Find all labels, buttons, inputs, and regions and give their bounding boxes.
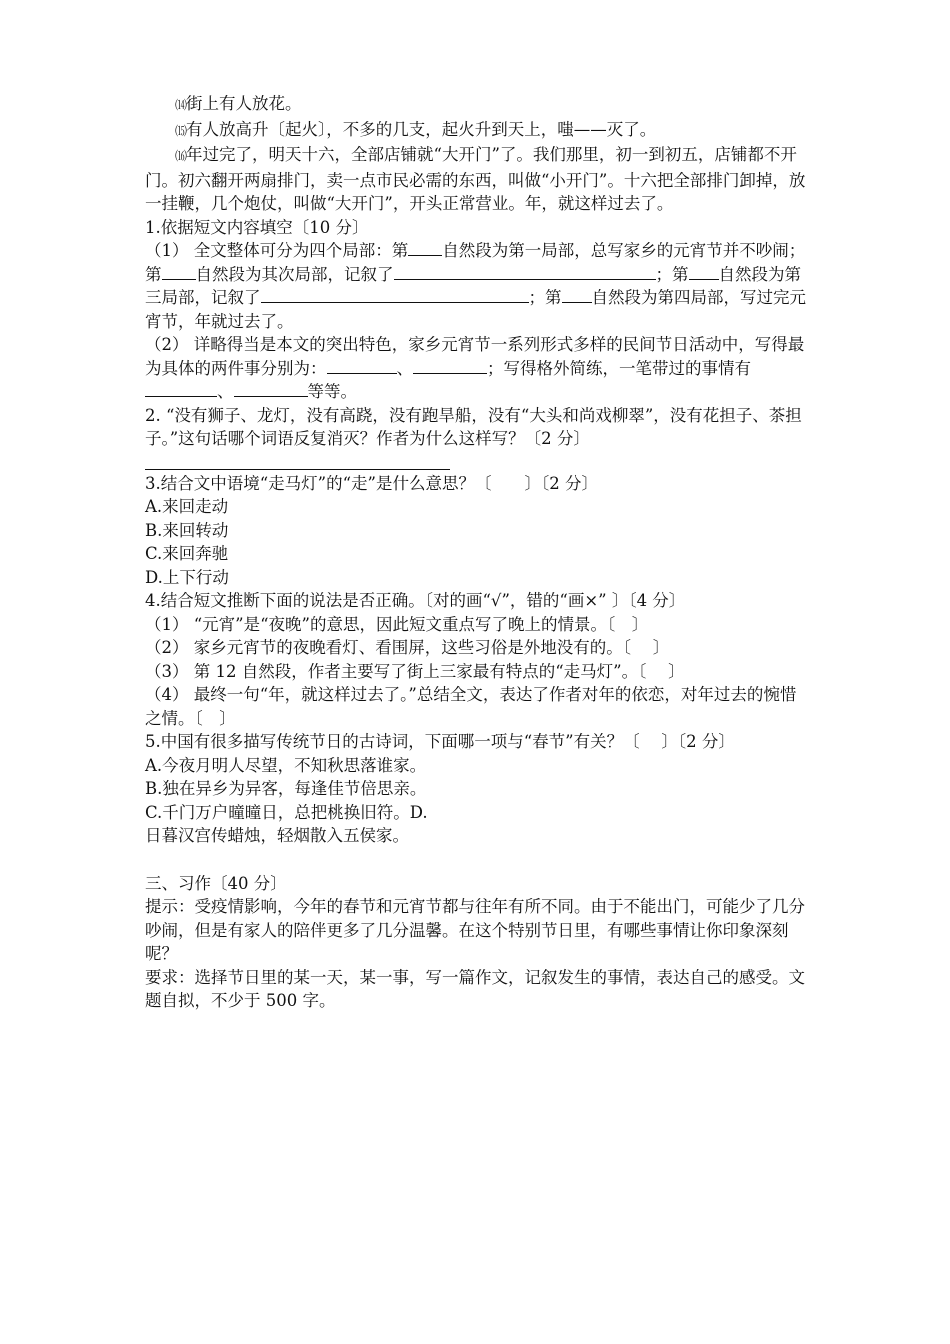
answer-line[interactable] bbox=[145, 451, 450, 470]
q1-part2: （2） 详略得当是本文的突出特色，家乡元宵节一系列形式多样的民间节日活动中，写得最为具体的两件事分别为： 、 ；写得格外简练，一笔带过的事情有、 等等。 bbox=[145, 335, 805, 401]
paragraph-number: ⒂ bbox=[175, 123, 187, 138]
q3-option-d: D.上下行动 bbox=[145, 567, 229, 587]
blank-field[interactable] bbox=[162, 263, 196, 280]
paragraph-14 bbox=[145, 92, 810, 118]
blank-field[interactable] bbox=[413, 357, 487, 374]
q4-item-4: （4） 最终一句“年，就这样过去了。”总结全文，表达了作者对年的依恋，对年过去的惋惜之情。〔 〕 bbox=[145, 685, 797, 728]
q3-option-c: C.来回奔驰 bbox=[145, 544, 229, 563]
q4-item-3: （3） 第 12 自然段，作者主要写了街上三家最有特点的“走马灯”。〔 〕 bbox=[145, 661, 685, 681]
q1-title: 1.依据短文内容填空〔10 分〕 bbox=[145, 217, 369, 237]
q5-option-d: 日暮汉宫传蜡烛，轻烟散入五侯家。 bbox=[145, 826, 409, 845]
q1-part1: （1） 全文整体可分为四个局部：第 自然段为第一局部，总写家乡的元宵节并不吵闹；第 自然段为其次局部，记叙了 ；第 自然段为第三局部，记叙了 ；第 自然段为第四局部，写过完元宵节，年就过去了。 bbox=[145, 241, 806, 331]
q5-option-b: B.独在异乡为异客，每逢佳节倍思亲。 bbox=[145, 779, 427, 798]
paragraph-number: ⒁ bbox=[175, 98, 187, 112]
blank-field[interactable] bbox=[145, 380, 217, 397]
paragraph-text: 有人放高升〔起火〕，不多的几支，起火升到天上，嗤——灭了。 bbox=[186, 119, 657, 139]
section3-title: 三、习作〔40 分〕 bbox=[145, 873, 287, 893]
blank-field[interactable] bbox=[394, 263, 656, 280]
section3-hint: 提示：受疫情影响，今年的春节和元宵节都与往年有所不同。由于不能出门，可能少了几分吵闹，但是有家人的陪伴更多了几分温馨。在这个特别节日里，有哪些事情让你印象深刻呢？ bbox=[145, 897, 805, 963]
blank-field[interactable] bbox=[689, 263, 719, 280]
q2-text: 2. “没有狮子、龙灯，没有高跷，没有跑旱船，没有“大头和尚戏柳翠”，没有花担子、茶担子。”这句话哪个词语反复消灭？作者为什么这样写？〔2 分〕 bbox=[145, 405, 802, 448]
q3-title: 3.结合文中语境“走马灯”的“走”是什么意思？〔 〕〔2 分〕 bbox=[145, 473, 598, 493]
paragraph-text: 街上有人放花。 bbox=[186, 94, 302, 113]
q5-option-a: A.今夜月明人尽望，不知秋思落谁家。 bbox=[145, 755, 427, 775]
q4-item-1: （1） “元宵”是“夜晚”的意思，因此短文重点写了晚上的情景。〔 〕 bbox=[145, 614, 649, 634]
blank-field[interactable] bbox=[562, 286, 592, 303]
paragraph-16 bbox=[145, 143, 810, 216]
blank-field[interactable] bbox=[261, 286, 529, 303]
q3-option-b: B.来回转动 bbox=[145, 520, 229, 540]
paragraph-15 bbox=[145, 118, 810, 144]
section-gap bbox=[145, 848, 810, 872]
q3-option-a: A.来回走动 bbox=[145, 497, 229, 516]
paragraph-text: 年过完了，明天十六，全部店铺就“大开门”了。我们那里，初一到初五，店铺都不开门。初六翻开两扇排门，卖一点市民必需的东西，叫做“小开门”。十六把全部排门卸掉，放一挂鞭，几个炮仗，叫做“大开门”，开头正常营业。年，就这样过去了。 bbox=[145, 145, 806, 213]
section3-requirement: 要求：选择节日里的某一天，某一事，写一篇作文，记叙发生的事情，表达自己的感受。文题自拟，不少于 500 字。 bbox=[145, 967, 805, 1010]
q5-title: 5.中国有很多描写传统节日的古诗词，下面哪一项与“春节”有关？〔 〕〔2 分〕 bbox=[145, 732, 735, 751]
q5-option-c: C.千门万户曈曈日，总把桃换旧符。D. bbox=[145, 802, 428, 822]
blank-field[interactable] bbox=[408, 239, 442, 256]
blank-field[interactable] bbox=[234, 380, 308, 397]
paragraph-number: ⒃ bbox=[175, 149, 187, 163]
q4-item-2: （2） 家乡元宵节的夜晚看灯、看围屏，这些习俗是外地没有的。〔 〕 bbox=[145, 638, 670, 657]
blank-field[interactable] bbox=[327, 357, 397, 374]
q4-title: 4.结合短文推断下面的说法是否正确。〔对的画“√”，错的“画×” 〕〔4 分〕 bbox=[145, 591, 686, 610]
document-content bbox=[145, 92, 810, 1013]
